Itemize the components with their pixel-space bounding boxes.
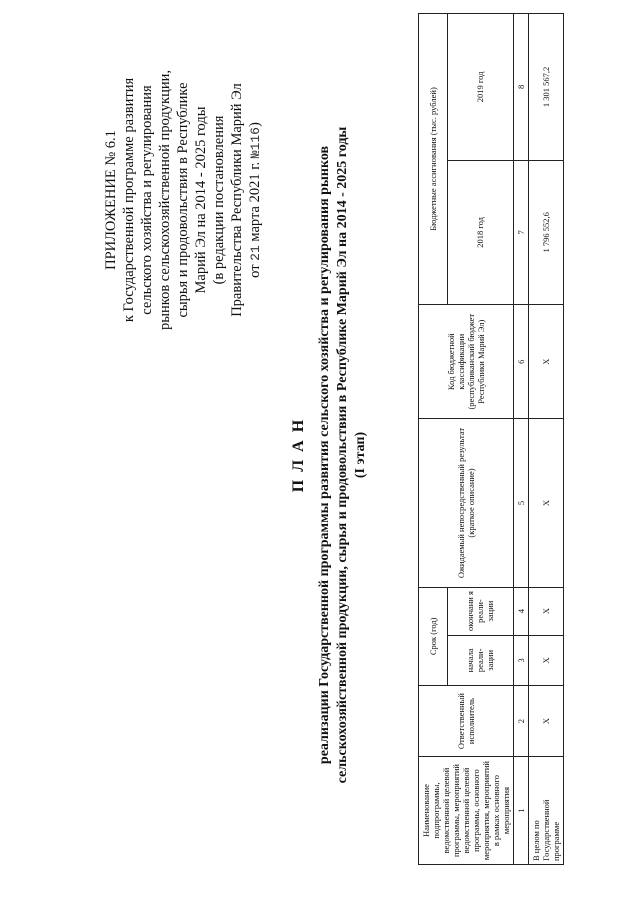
plan-subtitle-line: реализации Государственной программы развития сельского хозяйства и регулирования рынков bbox=[317, 145, 332, 765]
decree-number: №116 bbox=[248, 127, 263, 159]
row-budget-code: X bbox=[529, 304, 564, 419]
header-executor: Ответственный исполнитель bbox=[419, 686, 514, 757]
appendix-line: Правительства Республики Марий Эл bbox=[229, 83, 245, 317]
row-term-end: X bbox=[529, 587, 564, 635]
plan-title bbox=[290, 65, 370, 845]
header-result: Ожидаемый непосредственный результат (краткое описание) bbox=[419, 419, 514, 587]
plan-subtitle-line: сельскохозяйственной продукции, сырья и продовольствия в Республике Марий Эл на 2014 - 2025 годы bbox=[335, 126, 350, 784]
column-number: 8 bbox=[514, 14, 529, 161]
header-term-start: начала реали-зации bbox=[447, 635, 514, 686]
column-number: 2 bbox=[514, 686, 529, 757]
appendix-line: сельского хозяйства и регулирования bbox=[139, 85, 155, 315]
appendix-header bbox=[102, 50, 265, 350]
plan-heading: П Л А Н bbox=[290, 417, 307, 493]
column-number: 1 bbox=[514, 757, 529, 865]
row-budget-2018: 1 796 552,6 bbox=[529, 160, 564, 304]
date-day: 21 bbox=[248, 245, 263, 261]
date-prefix: от bbox=[247, 264, 263, 278]
row-term-start: X bbox=[529, 635, 564, 686]
row-budget-2019: 1 301 567,2 bbox=[529, 14, 564, 161]
header-budget: Бюджетные ассигнования (тыс. рублей) bbox=[419, 14, 448, 305]
appendix-line: сырья и продовольствия в Республике bbox=[175, 82, 191, 318]
appendix-date-line: от 21 марта 2021 г. №116) bbox=[247, 122, 263, 278]
row-name: В целом по Государственной программе bbox=[529, 757, 564, 865]
column-number: 5 bbox=[514, 419, 529, 587]
column-number: 3 bbox=[514, 635, 529, 686]
date-month: марта 2021 г. bbox=[247, 161, 263, 242]
header-term-end: окончани я реали-зации bbox=[447, 587, 514, 635]
row-result: X bbox=[529, 419, 564, 587]
appendix-line: Марий Эл на 2014 - 2025 годы bbox=[193, 106, 209, 294]
column-number: 4 bbox=[514, 587, 529, 635]
plan-stage-label: (I этап) bbox=[353, 431, 368, 479]
appendix-line: ПРИЛОЖЕНИЕ № 6.1 bbox=[103, 130, 119, 270]
appendix-line: (в редакции постановления bbox=[211, 115, 227, 285]
column-number: 6 bbox=[514, 304, 529, 419]
column-number: 7 bbox=[514, 160, 529, 304]
row-executor: X bbox=[529, 686, 564, 757]
header-name: Наименование подпрограммы, ведомственной целевой программы, мероприятий ведомственной целевой программы, основного мероприятия, мероприятий в рамках основного мероприятия bbox=[419, 757, 514, 865]
header-term: Срок (год) bbox=[419, 587, 448, 686]
table-row bbox=[529, 14, 564, 865]
header-year-2019: 2019 год bbox=[447, 14, 514, 161]
header-budget-code: Код бюджетной классификации (республиканский бюджет Республики Марий Эл) bbox=[419, 304, 514, 419]
header-year-2018: 2018 год bbox=[447, 160, 514, 304]
appendix-line: рынков сельскохозяйственной продукции, bbox=[157, 70, 173, 330]
appendix-line: к Государственной программе развития bbox=[121, 77, 137, 323]
plan-table bbox=[418, 13, 564, 865]
